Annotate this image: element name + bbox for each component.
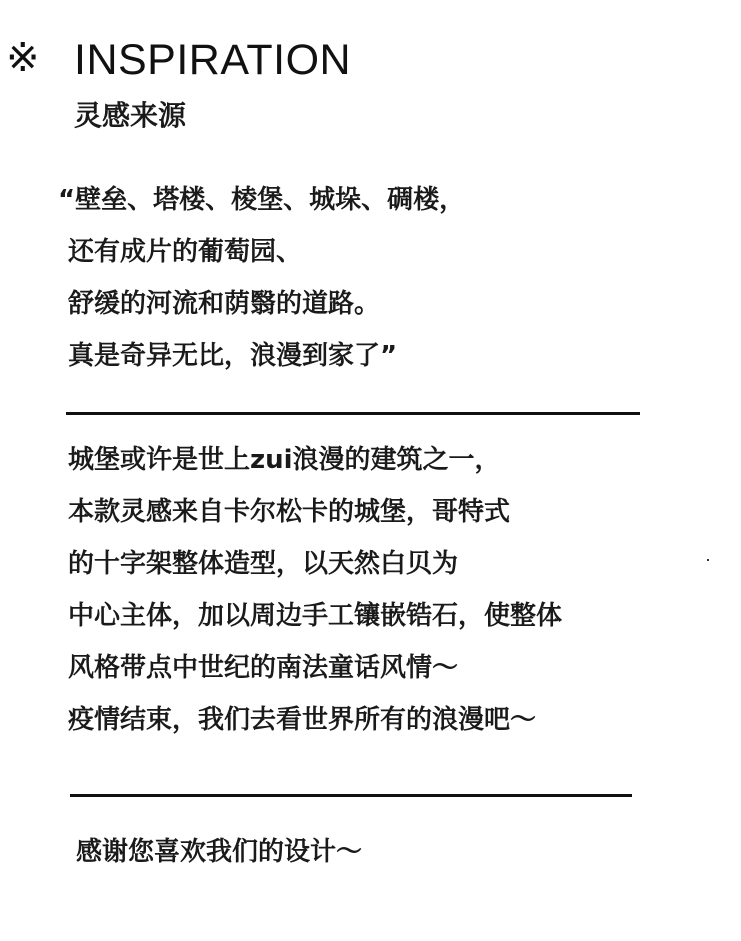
section-title: INSPIRATION (74, 36, 352, 84)
description-line: 本款灵感来自卡尔松卡的城堡，哥特式 (68, 497, 511, 527)
quote-line: 舒缓的河流和荫翳的道路。 (68, 289, 381, 319)
quote-block (58, 180, 678, 388)
stray-dot (707, 559, 709, 561)
quote-line: “壁垒、塔楼、棱堡、城垛、碉楼， (58, 185, 466, 215)
description-line: 疫情结束，我们去看世界所有的浪漫吧～ (68, 705, 537, 735)
reference-mark-icon: ※ (6, 35, 40, 81)
description-line: 的十字架整体造型，以天然白贝为 (68, 549, 459, 579)
description-line: 风格带点中世纪的南法童话风情～ (68, 653, 459, 683)
divider-bottom (70, 794, 632, 797)
description-block (68, 440, 708, 752)
quote-line: 还有成片的葡萄园、 (68, 237, 303, 267)
divider-top (66, 412, 640, 415)
description-line: 中心主体，加以周边手工镶嵌锆石，使整体 (68, 601, 563, 631)
section-subtitle: 灵感来源 (74, 99, 187, 132)
closing-text: 感谢您喜欢我们的设计～ (76, 837, 363, 867)
description-line: 城堡或许是世上zui浪漫的建筑之一， (68, 445, 501, 475)
quote-line: 真是奇异无比，浪漫到家了” (68, 341, 398, 371)
